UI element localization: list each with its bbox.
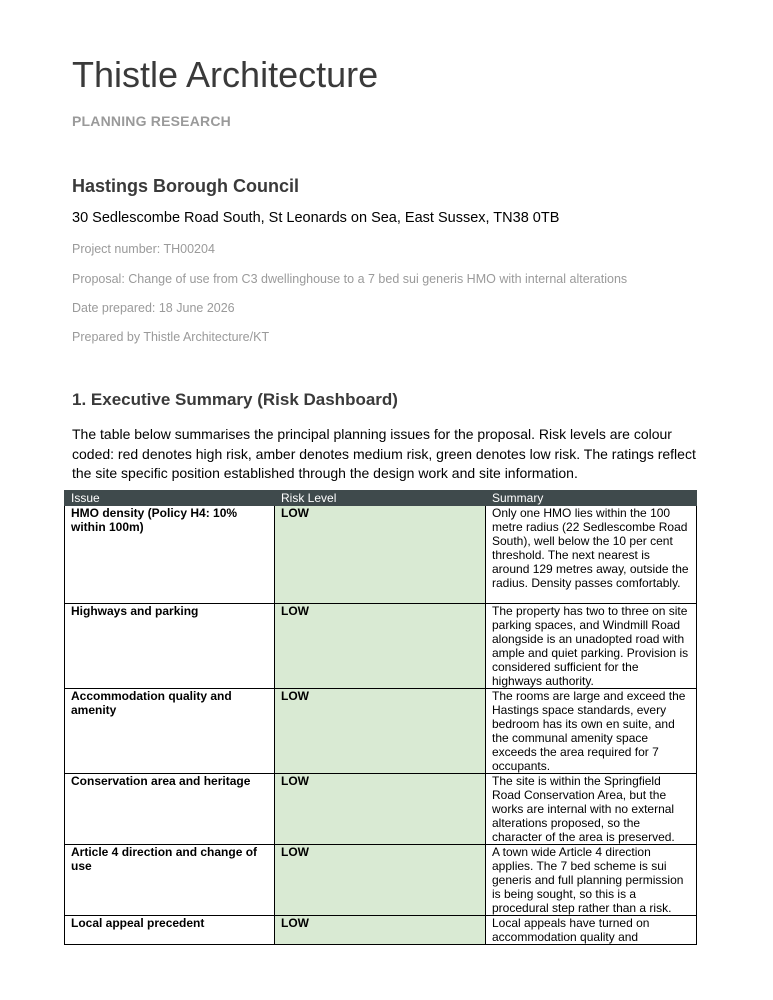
project-number: Project number: TH00204 [72, 242, 215, 256]
risk-level-cell: LOW [275, 506, 486, 604]
table-row [65, 604, 697, 689]
issue-cell: HMO density (Policy H4: 10% within 100m) [65, 506, 275, 604]
summary-cell: A town wide Article 4 direction applies. The 7 bed scheme is sui generis and full planning permission is being sought, so this is a procedural step rather than a risk. [486, 845, 697, 916]
site-address: 30 Sedlescombe Road South, St Leonards on Sea, East Sussex, TN38 0TB [72, 210, 560, 226]
section-label: PLANNING RESEARCH [72, 113, 231, 129]
table-row [65, 916, 697, 945]
table-row [65, 506, 697, 604]
column-header-summary: Summary [486, 491, 697, 506]
proposal: Proposal: Change of use from C3 dwellinghouse to a 7 bed sui generis HMO with internal alterations [72, 272, 628, 286]
risk-level-cell: LOW [275, 845, 486, 916]
issue-cell: Highways and parking [65, 604, 275, 689]
council-heading: Hastings Borough Council [72, 176, 299, 196]
column-header-issue: Issue [65, 491, 275, 506]
risk-level-cell: LOW [275, 689, 486, 774]
table-header-row [65, 491, 697, 506]
risk-level-cell: LOW [275, 604, 486, 689]
summary-cell: The property has two to three on site parking spaces, and Windmill Road alongside is an unadopted road with ample and quiet parking. Provision is considered sufficient for the highways authority. [486, 604, 697, 689]
executive-summary-heading: 1. Executive Summary (Risk Dashboard) [72, 390, 398, 409]
table-row [65, 774, 697, 845]
prepared-by: Prepared by Thistle Architecture/KT [72, 330, 270, 344]
issue-cell: Local appeal precedent [65, 916, 275, 945]
summary-cell: Only one HMO lies within the 100 metre radius (22 Sedlescombe Road South), well below the 10 per cent threshold. The next nearest is around 129 metres away, outside the radius. Density passes comfortably. [486, 506, 697, 604]
issue-cell: Conservation area and heritage [65, 774, 275, 845]
firm-name: Thistle Architecture [72, 54, 379, 95]
summary-cell: The site is within the Springfield Road Conservation Area, but the works are internal with no external alterations proposed, so the character of the area is preserved. [486, 774, 697, 845]
executive-summary-intro: The table below summarises the principal planning issues for the proposal. Risk levels are colour coded: red denotes high risk, amber denotes medium risk, green denotes low risk. The ratings reflect the site specific position established through the design work and site information. [72, 426, 696, 481]
table-row [65, 689, 697, 774]
summary-cell: Local appeals have turned on accommodation quality and [486, 916, 697, 945]
risk-dashboard-table [64, 490, 697, 945]
table-row [65, 845, 697, 916]
issue-cell: Accommodation quality and amenity [65, 689, 275, 774]
risk-level-cell: LOW [275, 916, 486, 945]
summary-cell: The rooms are large and exceed the Hastings space standards, every bedroom has its own en suite, and the communal amenity space exceeds the area required for 7 occupants. [486, 689, 697, 774]
column-header-risk-level: Risk Level [275, 491, 486, 506]
risk-level-cell: LOW [275, 774, 486, 845]
issue-cell: Article 4 direction and change of use [65, 845, 275, 916]
date-prepared: Date prepared: 18 June 2026 [72, 301, 235, 315]
